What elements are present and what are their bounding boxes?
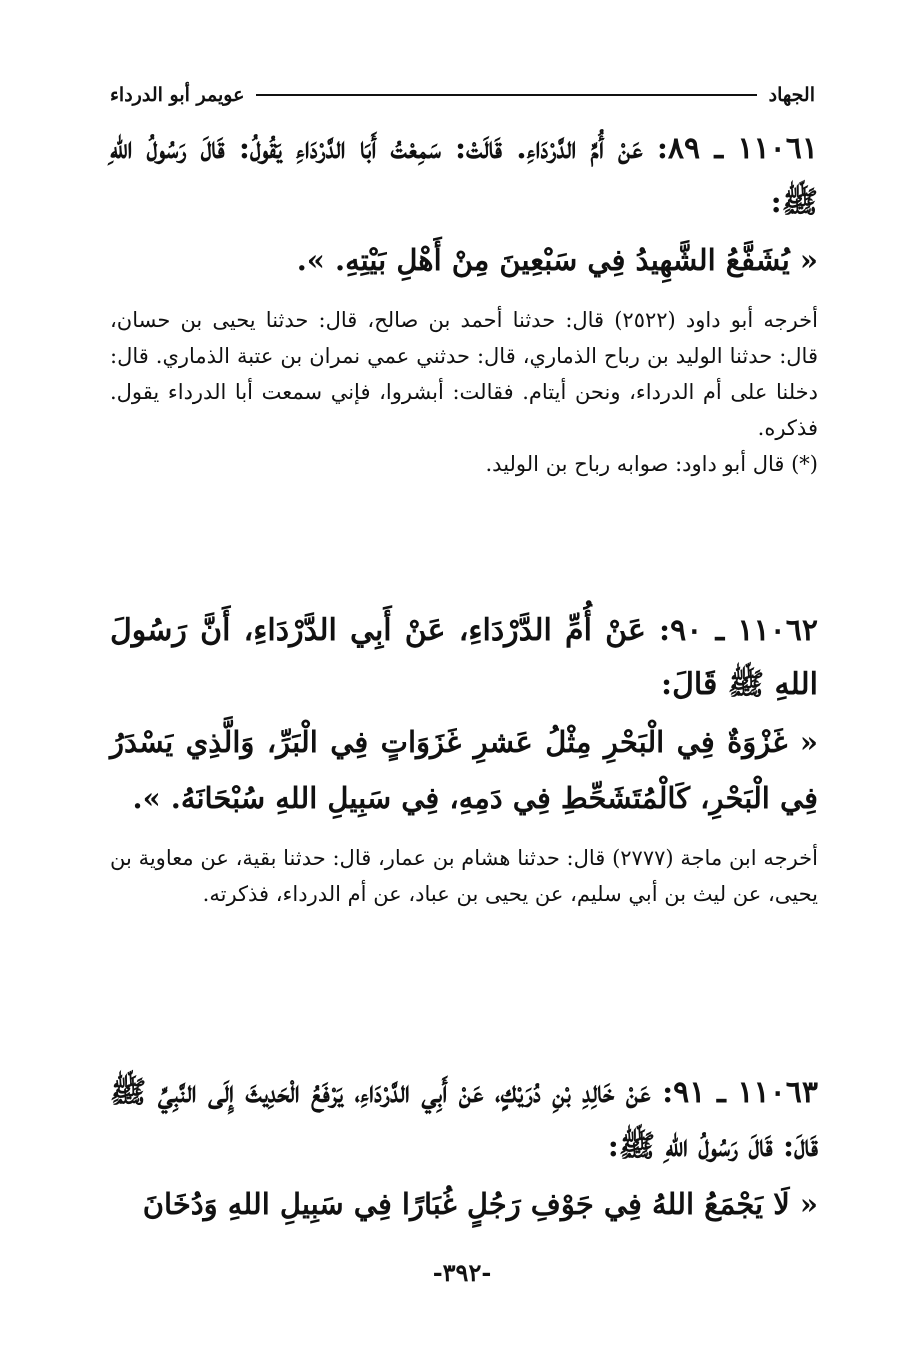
running-header [110,80,815,110]
chapter-title: الجهاد [768,84,815,106]
companion-name: عويمر أبو الدرداء [110,84,245,106]
editor-note: (*) قال أبو داود: صوابه رباح بن الوليد. [485,452,818,476]
hadith-text: « لَا يَجْمَعُ اللهُ فِي جَوْفِ رَجُلٍ غُبَارًا فِي سَبِيلِ اللهِ وَدُخَانَ [142,1187,818,1221]
hadith-entry-11063 [110,1066,818,1232]
page-number: -٣٩٢- [432,1258,492,1287]
entry-heading: ١١٠٦٣ ـ ٩١: عَنْ خَالِدِ بْنِ دُرَيْكٍ، عَنْ أَبِي الدَّرْدَاءِ، يَرْفَعُ الْحَدِيثَ إِلَى النَّبِيِّ ﷺ قَالَ: قَالَ رَسُولُ اللهِ ﷺ: [110,1075,818,1164]
hadith-entry-11061 [110,122,818,482]
hadith-text: « يُشَفَّعُ الشَّهِيدُ فِي سَبْعِينَ مِنْ أَهْلِ بَيْتِهِ. ». [296,243,818,277]
source-citation: أخرجه أبو داود (٢٥٢٢) قال: حدثنا أحمد بن صالح، قال: حدثنا يحيى بن حسان، قال: حدثنا الوليد بن رباح الذماري، قال: حدثني عمي نمران بن عتبة الذماري. قال: دخلنا على أم الدرداء، ونحن أيتام. فقالت: أبشروا، فإني سمعت أبا الدرداء يقول. فذكره. [110,308,818,440]
entry-heading: ١١٠٦١ ـ ٨٩: عَنْ أُمِّ الدَّرْدَاءِ. قَالَتْ: سَمِعْتُ أَبَا الدَّرْدَاءِ يَقُولُ: قَالَ رَسُولُ اللهِ ﷺ: [110,131,818,220]
hadith-entry-11062 [110,604,818,912]
source-citation: أخرجه ابن ماجة (٢٧٧٧) قال: حدثنا هشام بن عمار، قال: حدثنا بقية، عن معاوية بن يحيى، عن ليث بن أبي سليم، عن يحيى بن عباد، عن أم الدرداء، فذكرته. [110,846,818,906]
header-rule [256,94,756,96]
entry-heading: ١١٠٦٢ ـ ٩٠: عَنْ أُمِّ الدَّرْدَاءِ، عَنْ أَبِي الدَّرْدَاءِ، أَنَّ رَسُولَ اللهِ ﷺ قَالَ: [110,613,818,702]
hadith-text: « غَزْوَةٌ فِي الْبَحْرِ مِثْلُ عَشرِ غَزَوَاتٍ فِي الْبَرِّ، وَالَّذِي يَسْدَرُ فِي الْبَحْرِ، كَالْمُتَشَحِّطِ فِي دَمِهِ، فِي سَبِيلِ اللهِ سُبْحَانَهُ. ». [110,725,818,815]
